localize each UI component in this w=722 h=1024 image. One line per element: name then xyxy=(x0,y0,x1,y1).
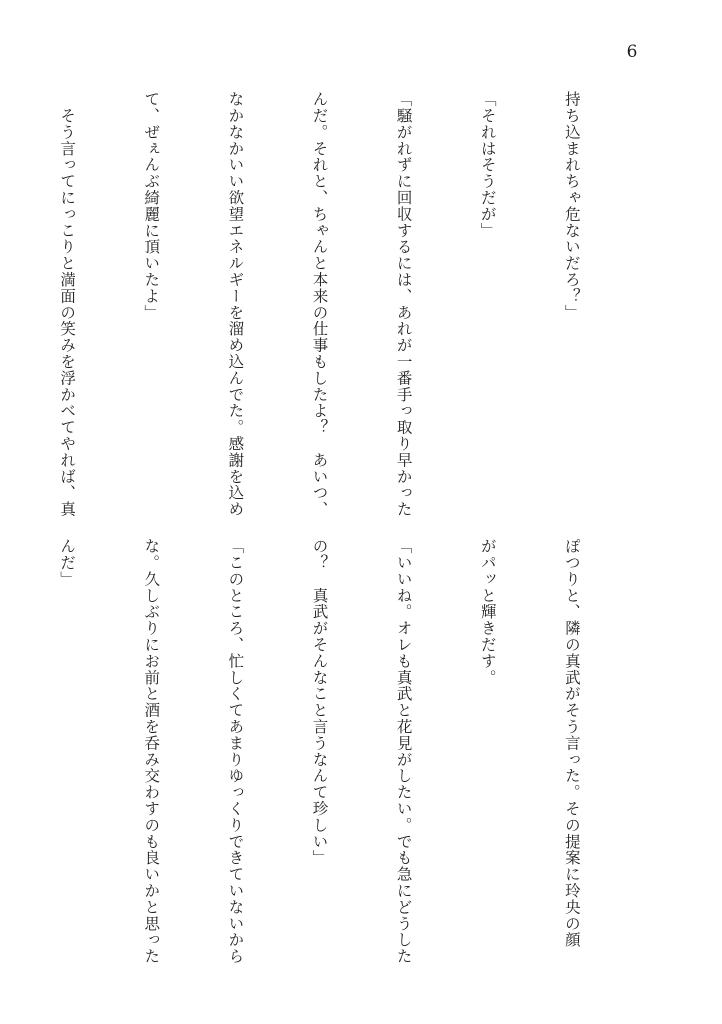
text-line: 「このところ、忙しくてあまりゆっくりできていないから xyxy=(226,538,245,965)
text-line: ぽつりと、隣の真武がそう言った。その提案に玲央の顔 xyxy=(562,538,581,948)
text-line: んだ」 xyxy=(58,538,77,588)
text-line: がパッと輝きだす。 xyxy=(478,538,497,686)
page-number: 6 xyxy=(626,42,638,62)
text-line: 「いいね。オレも真武と花見がしたい。でも急にどうした xyxy=(394,538,413,965)
text-line: て、ぜぇんぶ綺麗に頂いたよ」 xyxy=(142,91,161,321)
body-text-bottom xyxy=(58,538,642,965)
text-line: 「それはそうだが」 xyxy=(478,91,497,239)
text-line: なかなかいい欲望エネルギーを溜め込んでた。感謝を込め xyxy=(226,91,245,518)
body-text-top xyxy=(58,91,642,518)
text-line: んだ。それと、ちゃんと本来の仕事もしたよ？ あいつ、 xyxy=(310,91,329,518)
text-line: の？ 真武がそんなこと言うなんて珍しい」 xyxy=(310,538,329,866)
text-line: 持ち込まれちゃ危ないだろ？」 xyxy=(562,91,581,321)
text-line: な。久しぶりにお前と酒を呑み交わすのも良いかと思った xyxy=(142,538,161,965)
text-line: そう言ってにっこりと満面の笑みを浮かべてやれば、真 xyxy=(58,91,77,518)
text-line: 「騒がれずに回収するには、あれが一番手っ取り早かった xyxy=(394,91,413,518)
